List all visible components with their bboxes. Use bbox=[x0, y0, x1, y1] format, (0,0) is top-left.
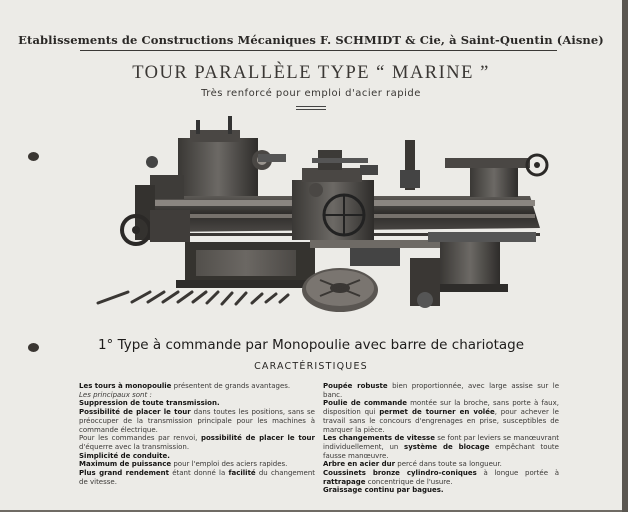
company-header: Etablissements de Constructions Mécaniques F. SCHMIDT & Cie, à Saint-Quentin (Aisne) bbox=[18, 33, 604, 47]
feature-item: Maximum de puissance pour l'emploi des aciers rapides. bbox=[79, 460, 288, 469]
tailstock bbox=[470, 165, 518, 197]
feature-item: Coussinets bronze cylindro-coniques à longue portée à rattrapage concentrique de l'usure. bbox=[323, 469, 560, 486]
feature-item: Suppression de toute transmission. bbox=[79, 399, 220, 408]
page-title: TOUR PARALLÈLE TYPE “ MARINE ” bbox=[132, 63, 490, 83]
headstock bbox=[178, 138, 258, 196]
feature-item: Plus grand rendement étant donné la facilité du changement de vitesse. bbox=[79, 469, 316, 486]
feature-item: Les tours à monopoulie présentent de grands avantages. bbox=[79, 382, 291, 390]
feature-item: Possibilité de placer le tour dans toutes les positions, sans se préoccuper de la transmission principale pour les machines à commande électrique. bbox=[79, 408, 315, 434]
feature-item: Les changements de vitesse se font par leviers se manœuvrant individuellement, un système de blocage empêchant toute fausse manœuvre. bbox=[323, 434, 560, 460]
section-title: 1° Type à commande par Monopoulie avec barre de chariotage bbox=[97, 337, 525, 353]
feature-item: Simplicité de conduite. bbox=[79, 451, 170, 460]
feature-item: Les principaux sont : bbox=[79, 390, 152, 399]
feature-item: Poulie de commande montée sur la broche, sans porte à faux, disposition qui permet de tourner en volée, pour achever le travail sans le concours d'engrenages en prise, susceptibles de marquer la pièce. bbox=[323, 399, 559, 434]
feature-item: Pour les commandes par renvoi, possibilité de placer le tour d'équerre avec la transmission. bbox=[79, 434, 315, 451]
feature-item: Arbre en acier dur percé dans toute sa longueur. bbox=[323, 460, 502, 469]
features-right-column bbox=[323, 382, 559, 495]
page-edge bbox=[622, 0, 628, 512]
tool-set bbox=[98, 292, 288, 304]
feature-item: Poupée robuste bien proportionnée, avec large assise sur le banc. bbox=[323, 382, 559, 399]
characteristics-heading: CARACTÉRISTIQUES bbox=[254, 361, 368, 372]
features-left-column bbox=[79, 382, 315, 486]
feature-item: Graissage continu par bagues. bbox=[323, 486, 444, 495]
page-subtitle: Très renforcé pour emploi d'acier rapide bbox=[201, 88, 421, 99]
